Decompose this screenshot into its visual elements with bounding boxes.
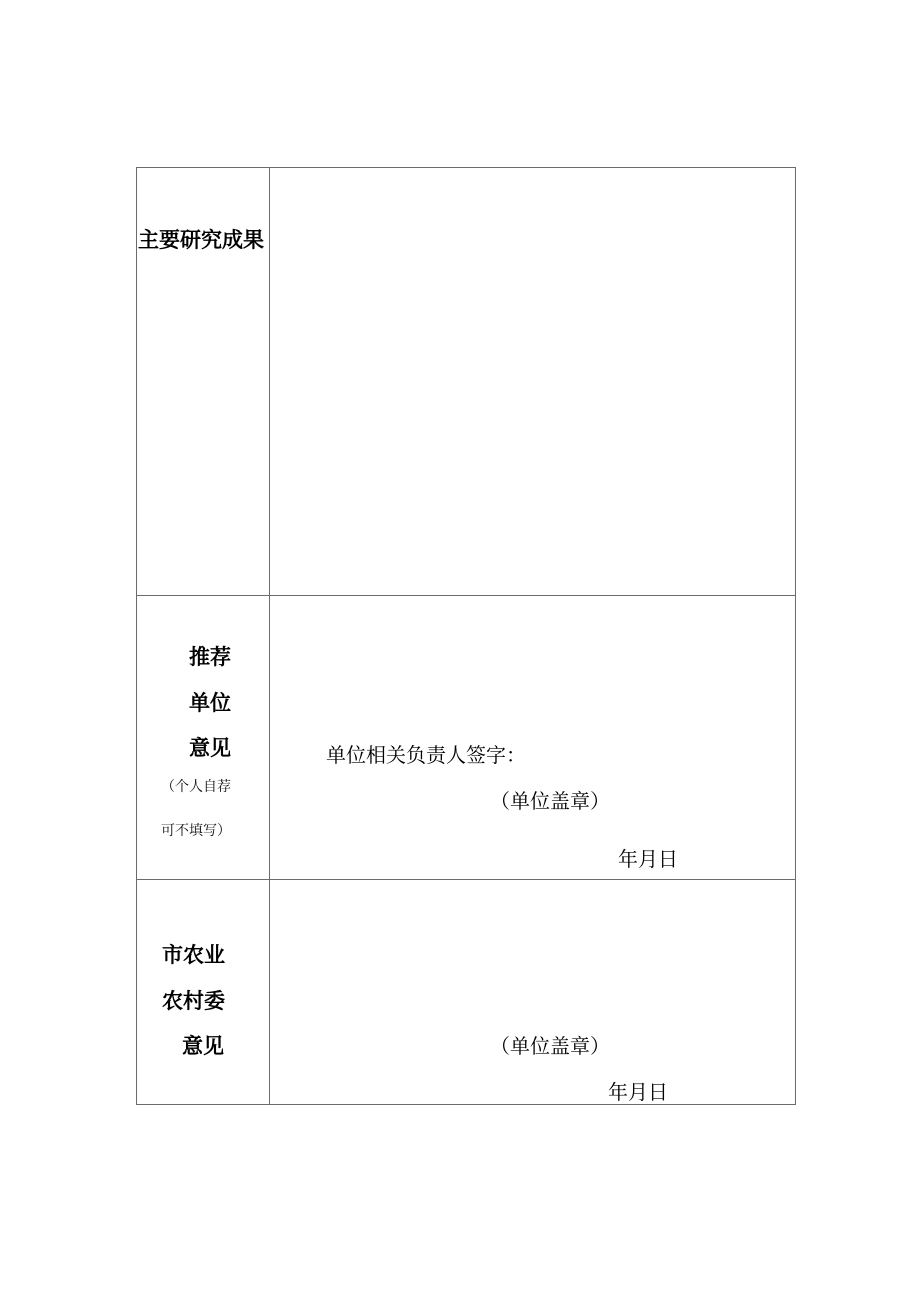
signature-label: 单位相关负责人签字： [326,743,526,767]
recommend-label-line1: 推荐 [189,645,231,669]
self-recommend-note-line2: 可不填写） [161,823,231,839]
recommend-unit-label-cell [137,596,270,879]
research-results-label-cell [137,168,270,595]
committee-label-line3: 意见 [182,1034,224,1058]
unit-seal-label: （单位盖章） [490,789,610,813]
recommend-unit-content-cell[interactable] [270,596,795,879]
self-recommend-note-line1: （个人自荐 [161,779,231,795]
date-label: 年月日 [618,847,678,871]
committee-date-label: 年月日 [608,1080,668,1104]
committee-label-cell [137,880,270,1104]
research-results-row [136,167,796,596]
committee-label-line2: 农村委 [162,989,225,1013]
application-form-table [136,167,796,1105]
committee-seal-label: （单位盖章） [490,1034,610,1058]
research-results-label: 主要研究成果 [138,228,264,252]
committee-opinion-row [136,879,796,1105]
committee-label-line1: 市农业 [162,943,225,967]
recommend-label-line2: 单位 [189,691,231,715]
recommend-unit-row [136,595,796,880]
recommend-label-line3: 意见 [189,736,231,760]
research-results-content-cell[interactable] [270,168,795,595]
committee-content-cell[interactable] [270,880,795,1104]
